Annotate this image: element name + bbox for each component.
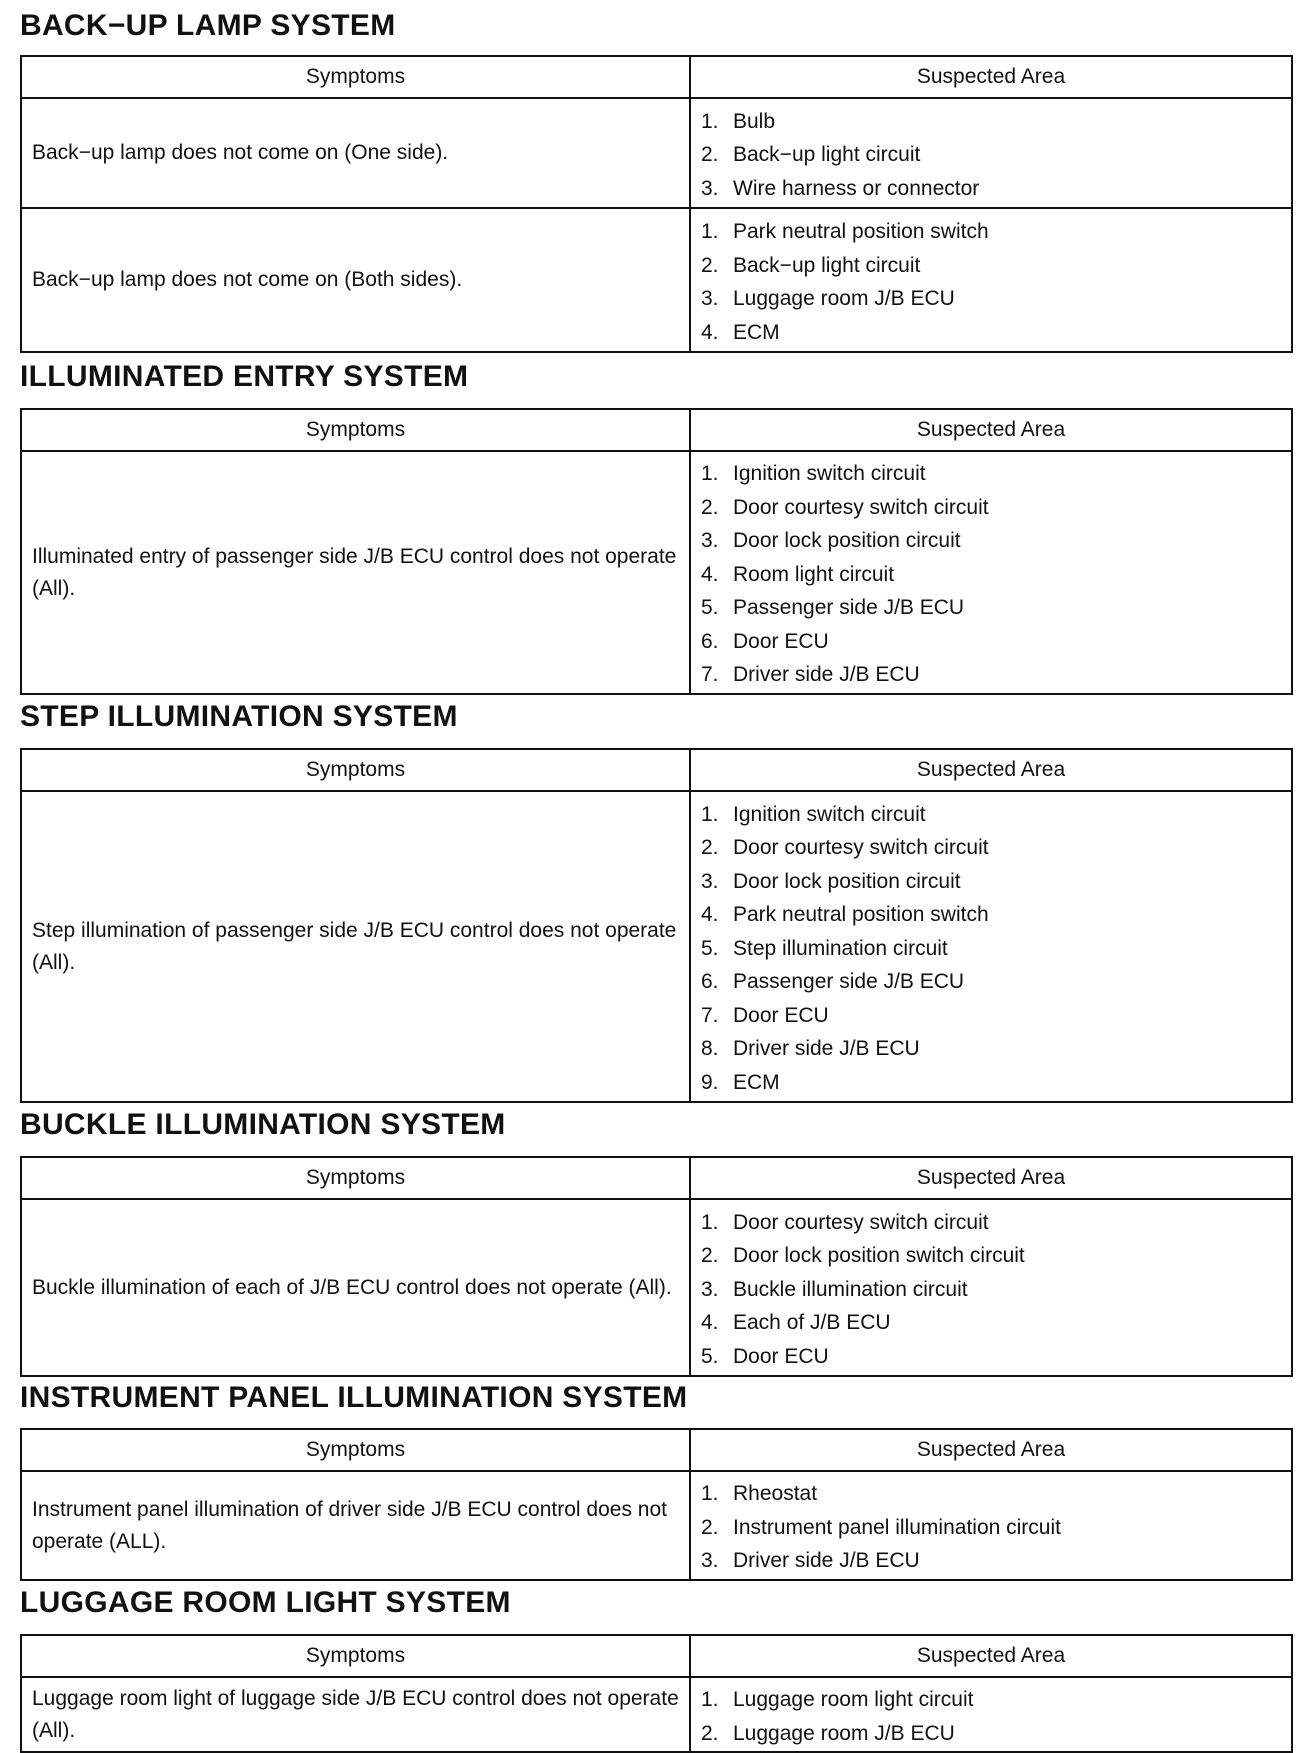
list-item: 1. Door courtesy switch circuit: [701, 1210, 989, 1234]
section-title: BUCKLE ILLUMINATION SYSTEM: [20, 1108, 506, 1141]
suspected-area-header: Suspected Area: [690, 56, 1292, 98]
trouble-table: [20, 1428, 1293, 1581]
list-item: 4. Park neutral position switch: [701, 903, 989, 927]
list-item: 1. Park neutral position switch: [701, 220, 989, 243]
list-item: 1. Luggage room light circuit: [701, 1688, 974, 1711]
suspected-area-cell: [690, 1677, 1292, 1752]
suspected-area-header: Suspected Area: [690, 1635, 1292, 1677]
symptoms-header: Symptoms: [21, 56, 690, 98]
section-title: ILLUMINATED ENTRY SYSTEM: [20, 360, 469, 393]
symptoms-header: Symptoms: [21, 409, 690, 451]
suspected-area-list: [701, 1683, 1291, 1750]
list-item: 9. ECM: [701, 1070, 780, 1094]
trouble-table: [20, 1634, 1293, 1753]
table-header-row: [21, 1635, 1292, 1677]
table-row: [21, 791, 1292, 1102]
symptom-cell: Buckle illumination of each of J/B ECU control does not operate (All).: [21, 1199, 690, 1376]
list-item: 3. Luggage room J/B ECU: [701, 287, 955, 310]
list-item: 4. Room light circuit: [701, 562, 895, 586]
list-item: 4. Each of J/B ECU: [701, 1311, 891, 1335]
trouble-table: [20, 408, 1293, 695]
suspected-area-header: Suspected Area: [690, 1429, 1292, 1471]
table-row: [21, 1199, 1292, 1376]
list-item: 5. Step illumination circuit: [701, 936, 948, 960]
suspected-area-list: [701, 1477, 1291, 1578]
list-item: 3. Door lock position circuit: [701, 869, 961, 893]
list-item: 3. Wire harness or connector: [701, 176, 980, 200]
table-header-row: [21, 749, 1292, 791]
symptom-cell: Step illumination of passenger side J/B ECU control does not operate (All).: [21, 791, 690, 1102]
section-title: INSTRUMENT PANEL ILLUMINATION SYSTEM: [20, 1381, 688, 1414]
suspected-area-list: [701, 1206, 1291, 1374]
symptoms-header: Symptoms: [21, 749, 690, 791]
list-item: 5. Passenger side J/B ECU: [701, 596, 965, 620]
table-header-row: [21, 1157, 1292, 1199]
table-header-row: [21, 1429, 1292, 1471]
symptom-cell: Back−up lamp does not come on (Both sides).: [21, 208, 690, 352]
list-item: 5. Door ECU: [701, 1344, 829, 1368]
list-item: 1. Ignition switch circuit: [701, 802, 926, 826]
table-row: [21, 451, 1292, 694]
trouble-table: [20, 1156, 1293, 1377]
suspected-area-cell: [690, 451, 1292, 694]
suspected-area-header: Suspected Area: [690, 1157, 1292, 1199]
table-row: [21, 98, 1292, 208]
list-item: 1. Ignition switch circuit: [701, 462, 926, 486]
list-item: 2. Door lock position switch circuit: [701, 1244, 1025, 1268]
suspected-area-cell: [690, 1199, 1292, 1376]
table-header-row: [21, 409, 1292, 451]
symptoms-header: Symptoms: [21, 1429, 690, 1471]
list-item: 3. Driver side J/B ECU: [701, 1549, 920, 1573]
trouble-table: [20, 55, 1293, 353]
trouble-table: [20, 748, 1293, 1103]
list-item: 4. ECM: [701, 320, 780, 344]
list-item: 2. Back−up light circuit: [701, 143, 921, 167]
symptom-cell: Instrument panel illumination of driver side J/B ECU control does not operate (ALL).: [21, 1471, 690, 1580]
table-row: [21, 1677, 1292, 1752]
table-header-row: [21, 56, 1292, 98]
table-row: [21, 1471, 1292, 1580]
list-item: 1. Bulb: [701, 109, 776, 133]
suspected-area-cell: [690, 208, 1292, 352]
list-item: 1. Rheostat: [701, 1482, 818, 1506]
section-title: BACK−UP LAMP SYSTEM: [20, 9, 396, 42]
suspected-area-header: Suspected Area: [690, 409, 1292, 451]
table-row: [21, 208, 1292, 352]
suspected-area-list: [701, 798, 1291, 1100]
list-item: 6. Passenger side J/B ECU: [701, 970, 965, 994]
list-item: 3. Buckle illumination circuit: [701, 1277, 968, 1301]
list-item: 7. Door ECU: [701, 1003, 829, 1027]
suspected-area-list: [701, 215, 1291, 349]
suspected-area-list: [701, 105, 1291, 206]
symptoms-header: Symptoms: [21, 1157, 690, 1199]
suspected-area-list: [701, 457, 1291, 692]
symptoms-header: Symptoms: [21, 1635, 690, 1677]
list-item: 2. Instrument panel illumination circuit: [701, 1515, 1061, 1539]
list-item: 8. Driver side J/B ECU: [701, 1037, 920, 1061]
list-item: 2. Door courtesy switch circuit: [701, 836, 989, 860]
symptom-cell: Illuminated entry of passenger side J/B ECU control does not operate (All).: [21, 451, 690, 694]
list-item: 6. Door ECU: [701, 629, 829, 653]
symptom-cell: Back−up lamp does not come on (One side).: [21, 98, 690, 208]
suspected-area-cell: [690, 791, 1292, 1102]
suspected-area-header: Suspected Area: [690, 749, 1292, 791]
list-item: 2. Back−up light circuit: [701, 253, 921, 277]
list-item: 2. Luggage room J/B ECU: [701, 1721, 955, 1745]
section-title: STEP ILLUMINATION SYSTEM: [20, 700, 458, 733]
suspected-area-cell: [690, 1471, 1292, 1580]
list-item: 2. Door courtesy switch circuit: [701, 495, 989, 519]
suspected-area-cell: [690, 98, 1292, 208]
symptom-cell: Luggage room light of luggage side J/B ECU control does not operate (All).: [21, 1677, 690, 1752]
list-item: 3. Door lock position circuit: [701, 529, 961, 553]
list-item: 7. Driver side J/B ECU: [701, 663, 920, 687]
section-title: LUGGAGE ROOM LIGHT SYSTEM: [20, 1586, 511, 1619]
